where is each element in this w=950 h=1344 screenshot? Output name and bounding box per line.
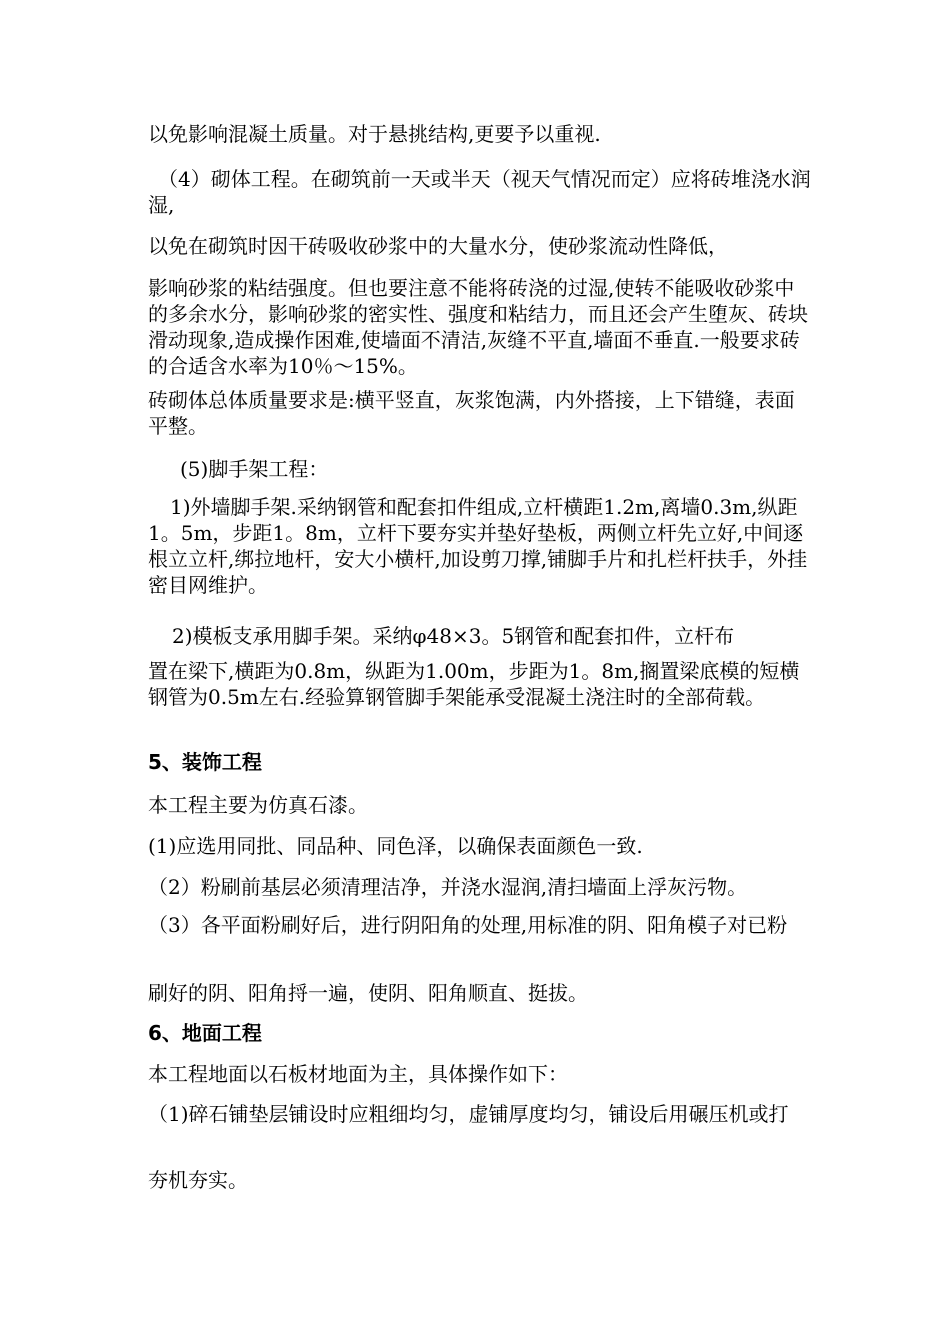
paragraph-concrete-quality: 以免影响混凝土质量。对于悬挑结构,更要予以重视. [148,122,601,146]
paragraph-decoration-item-3: （3）各平面粉刷好后，进行阴阳角的处理,用标准的阴、阳角模子对已粉 [148,913,788,937]
paragraph-decoration-item-3-cont: 刷好的阴、阳角捋一遍，使阴、阳角顺直、挺拔。 [148,981,588,1005]
paragraph-decoration-intro: 本工程主要为仿真石漆。 [148,793,368,817]
paragraph-exterior-scaffold: 1)外墙脚手架.采纳钢管和配套扣件组成,立杆横距1.2m,离墙0.3m,纵距1。5m，步距1。8m，立杆下要夯实并垫好垫板，两侧立杆先立好,中间逐根立立杆,绑拉地杆，安大小横杆,加设剪刀撑,铺脚手片和扎栏杆扶手，外挂密目网维护。 [148,495,808,597]
paragraph-masonry-intro: （4）砌体工程。在砌筑前一天或半天（视天气情况而定）应将砖堆浇水润湿, [148,167,811,217]
paragraph-masonry-quality: 砖砌体总体质量要求是:横平竖直，灰浆饱满，内外搭接，上下错缝，表面平整。 [148,388,795,438]
paragraph-scaffold-heading: (5)脚手架工程： [180,457,329,481]
paragraph-decoration-item-1: (1)应选用同批、同品种、同色泽，以确保表面颜色一致. [148,834,643,858]
paragraph-masonry-strength: 影响砂浆的粘结强度。但也要注意不能将砖浇的过湿,使转不能吸收砂浆中的多余水分，影响砂浆的密实性、强度和粘结力，而且还会产生堕灰、砖块滑动现象,造成操作困难,使墙面不清洁,灰缝不平直,墙面不垂直.一般要求砖的合适含水率为10％～15%。 [148,276,808,378]
section-heading-flooring: 6、地面工程 [148,1021,262,1045]
paragraph-decoration-item-2: （2）粉刷前基层必须清理洁净，并浇水湿润,清扫墙面上浮灰污物。 [148,875,748,899]
paragraph-formwork-scaffold: 2)模板支承用脚手架。采纳φ48×3。5钢管和配套扣件，立杆布 [172,624,735,648]
paragraph-flooring-item-1-cont: 夯机夯实。 [148,1168,248,1192]
section-heading-decoration: 5、装饰工程 [148,750,262,774]
paragraph-masonry-water: 以免在砌筑时因干砖吸收砂浆中的大量水分，使砂浆流动性降低， [148,234,728,258]
paragraph-flooring-intro: 本工程地面以石板材地面为主，具体操作如下： [148,1062,568,1086]
paragraph-flooring-item-1: （1)碎石铺垫层铺设时应粗细均匀，虚铺厚度均匀，铺设后用碾压机或打 [148,1102,789,1126]
paragraph-formwork-details: 置在梁下,横距为0.8m，纵距为1.00m，步距为1。8m,搁置梁底模的短横钢管为0.5m左右.经验算钢管脚手架能承受混凝土浇注时的全部荷载。 [148,659,800,709]
